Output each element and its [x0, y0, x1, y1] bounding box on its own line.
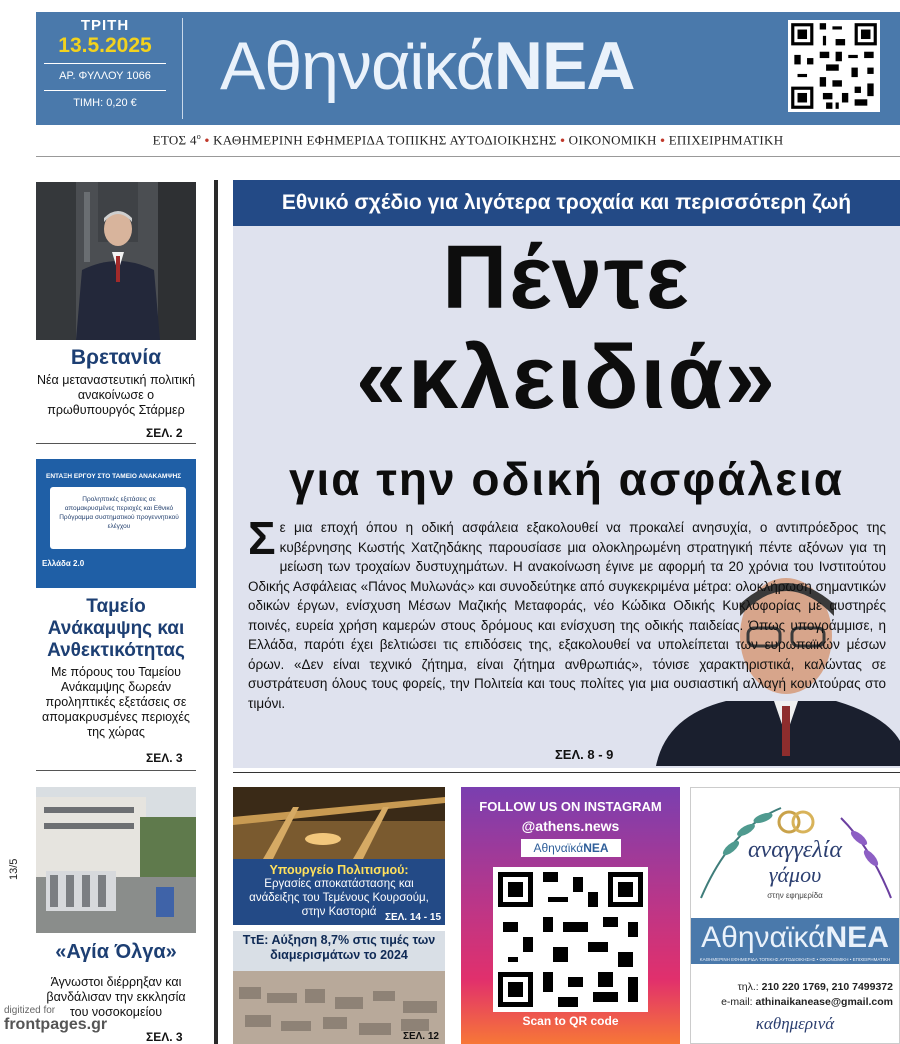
logo-bold-text: ΝΕΑ [493, 28, 635, 104]
ad-title-1: αναγγελία [748, 837, 842, 863]
main-kicker: Εθνικό σχέδιο για λιγότερα τροχαία και περισσότερη ζωή [233, 180, 900, 226]
middle-rule [233, 772, 900, 773]
issue-number: ΑΡ. ΦΥΛΛΟΥ 1066 [59, 70, 151, 82]
ad-small-tagline: ΚΑΘΗΜΕΡΙΝΗ ΕΦΗΜΕΡΙΔΑ ΤΟΠΙΚΗΣ ΑΥΤΟΔΙΟΙΚΗΣΗΣ • ΟΙΚΟΝΟΜΙΚΗ • ΕΠΙΧΕΙΡΗΜΑΤΙΚΗ [699, 957, 891, 962]
tagline-year-sup: ο [196, 132, 202, 141]
column-rule [214, 180, 218, 1044]
ad-email [697, 996, 893, 1008]
card1-text: Νέα μεταναστευτική πολιτική ανακοίνωσε ο πρωθυπουργός Στάρμερ [36, 373, 196, 417]
footer-site-link[interactable]: frontpages.gr [4, 1016, 108, 1033]
tagline-year: ΕΤΟΣ 4 [152, 132, 197, 148]
card2-text: Με πόρους του Ταμείου Ανάκαμψης δωρεάν προληπτικές εξετάσεις σε απομακρυσμένες περιοχές της χώρας [42, 665, 190, 739]
prices-page-ref[interactable]: ΣΕΛ. 12 [402, 1031, 439, 1042]
main-body-content: ε μια εποχή όπου η οδική ασφάλεια εξακολουθεί να προκαλεί ανησυχία, ο αντιπρόεδρος της κυβέρνησης Κωστής Χατζηδάκης παρουσίασε μια ολοκληρωμένη στρατηγική πέντε αξόνων για τη μείωση των τροχαίων δυστυχημάτων. Η ανακοίνωση έγινε με αφορμή τα 20 χρόνια του Ινστιτούτου Οδικής Ασφάλειας «Πάνος Μυλωνάς» και συνοδεύτηκε από συγκεκριμένα μέτρα: ολοκλήρωση σημαντικών οδικών έργων, ενίσχυση Μέσων Μαζικής Μεταφοράς, νέο Κώδικα Οδικής Κυκλοφορίας με αυστηρές ποινές, ευρεία χρήση καμερών στους δρόμους και ενίσχυση της οδικής παιδείας. Όπως υπογράμμισε, η Ελλάδα, παρότι έχει βελτιώσει τις επιδόσεις της, εξακολουθεί να υπολείπεται των ευρωπαϊκών μέσων όρων. «Δεν είναι τεχνικό ζήτημα, είναι ζήτημα ανθρωπιάς», τόνισε χαρακτηριστικά, καλώντας σε συστράτευση όλους τους φορείς, την Πολιτεία και τους πολίτες για μια ουσιαστική αλλαγή κουλτούρας στο τιμόνι. [248, 520, 886, 711]
hospital-photo[interactable] [36, 787, 196, 933]
greece20-logo: Ελλάδα 2.0 [42, 559, 85, 568]
culture-title: Υπουργείο Πολιτισμού: [269, 863, 409, 877]
main-page-ref[interactable]: ΣΕΛ. 8 - 9 [555, 747, 614, 762]
prices-title: ΤτΕ: Αύξηση 8,7% στις τιμές των διαμερισμάτων το 2024 [242, 933, 436, 962]
starmer-photo[interactable] [36, 182, 196, 340]
ad-subtitle: στην εφημερίδα [767, 891, 823, 900]
main-body-text [248, 512, 886, 713]
logo-light-text: Αθηναϊκά [220, 28, 494, 104]
date-divider [44, 63, 166, 64]
ad-email-value[interactable]: athinaikanease@gmail.com [755, 996, 893, 1008]
ad-phone [697, 981, 893, 993]
ad-phone-value[interactable]: 210 220 1769, 210 7499372 [761, 981, 893, 993]
card1-page-ref[interactable]: ΣΕΛ. 2 [146, 426, 183, 440]
instagram-promo[interactable] [461, 787, 680, 1044]
culture-caption [233, 859, 445, 925]
card1-rule [36, 443, 196, 444]
insta-scan: Scan to QR code [522, 1014, 619, 1028]
footer-line1: digitized for [4, 1005, 56, 1016]
insta-handle[interactable]: @athens.news [521, 818, 620, 834]
recovery-card-text: Προληπτικές εξετάσεις σε απομακρυσμένες περιοχές και Εθνικό Πρόγραμμα συστηματικού προγεννητικού ελέγχου [59, 496, 179, 530]
ad-logo-bold: ΝΕΑ [825, 921, 889, 954]
ad-phone-label: τηλ.: [737, 981, 759, 993]
tagline-economic: ΟΙΚΟΝΟΜΙΚΗ [568, 132, 657, 148]
culture-text: Εργασίες αποκατάστασης και ανάδειξης του Τεμένους Κουρσούμ, στην Καστοριά [249, 878, 429, 918]
tagline-business: ΕΠΙΧΕΙΡΗΜΑΤΙΚΗ [668, 132, 784, 148]
recovery-banner: ΕΝΤΑΞΗ ΕΡΓΟΥ ΣΤΟ ΤΑΜΕΙΟ ΑΝΑΚΑΜΨΗΣ [46, 473, 182, 480]
issue-divider [44, 90, 166, 91]
newspaper-logo[interactable] [220, 16, 634, 116]
athens-prices-card[interactable] [233, 931, 445, 1044]
bullet-icon: • [560, 132, 566, 148]
digitized-footer [4, 1005, 107, 1034]
ad-logo-light: Αθηναϊκά [701, 921, 826, 954]
masthead [36, 12, 900, 125]
date-label: 13.5.2025 [58, 34, 152, 57]
day-label: ΤΡΙΤΗ [80, 17, 130, 34]
main-subheadline: για την οδική ασφάλεια [288, 453, 845, 505]
card3-text: Άγνωστοι διέρρηξαν και βανδάλισαν την εκκλησία του νοσοκομείου [46, 975, 186, 1019]
culture-page-ref[interactable]: ΣΕΛ. 14 - 15 [384, 912, 441, 923]
bullet-icon: • [204, 132, 210, 148]
ad-daily: καθημερινά [755, 1014, 835, 1033]
card3-page-ref[interactable]: ΣΕΛ. 3 [146, 1030, 183, 1044]
date-box [36, 12, 174, 125]
ad-title-2: γάμου [768, 862, 822, 887]
card2-page-ref[interactable]: ΣΕΛ. 3 [146, 751, 183, 765]
masthead-divider [182, 18, 183, 119]
card2-headline[interactable]: Ταμείο Ανάκαμψης και Ανθεκτικότητας [47, 596, 185, 661]
qr-code-icon[interactable] [788, 20, 880, 112]
card2-rule [36, 770, 196, 771]
insta-follow: FOLLOW US ON INSTAGRAM [479, 799, 662, 814]
price-label: ΤΙΜΗ: 0,20 € [73, 97, 137, 109]
card1-headline[interactable]: Βρετανία [70, 346, 162, 369]
main-headline-line2[interactable]: «κλειδιά» [356, 328, 777, 428]
card3-headline[interactable]: «Αγία Όλγα» [55, 941, 177, 963]
instagram-qr-icon[interactable] [493, 867, 648, 1012]
bullet-icon: • [660, 132, 666, 148]
insta-logo [521, 839, 621, 857]
insta-logo-light: Αθηναϊκά [533, 841, 584, 855]
side-date: 13/5 [8, 858, 20, 880]
wedding-announcement-ad[interactable] [690, 787, 900, 1044]
tagline-desc: ΚΑΘΗΜΕΡΙΝΗ ΕΦΗΜΕΡΙΔΑ ΤΟΠΙΚΗΣ ΑΥΤΟΔΙΟΙΚΗΣΗΣ [213, 132, 557, 148]
ad-email-label: e-mail: [721, 996, 753, 1008]
insta-logo-bold: ΝΕΑ [583, 841, 609, 855]
tagline [36, 132, 900, 148]
dropcap: Σ [248, 512, 276, 564]
tagline-rule [36, 156, 900, 157]
main-headline-line1[interactable]: Πέντε [442, 228, 691, 328]
recovery-fund-image[interactable] [36, 459, 196, 588]
